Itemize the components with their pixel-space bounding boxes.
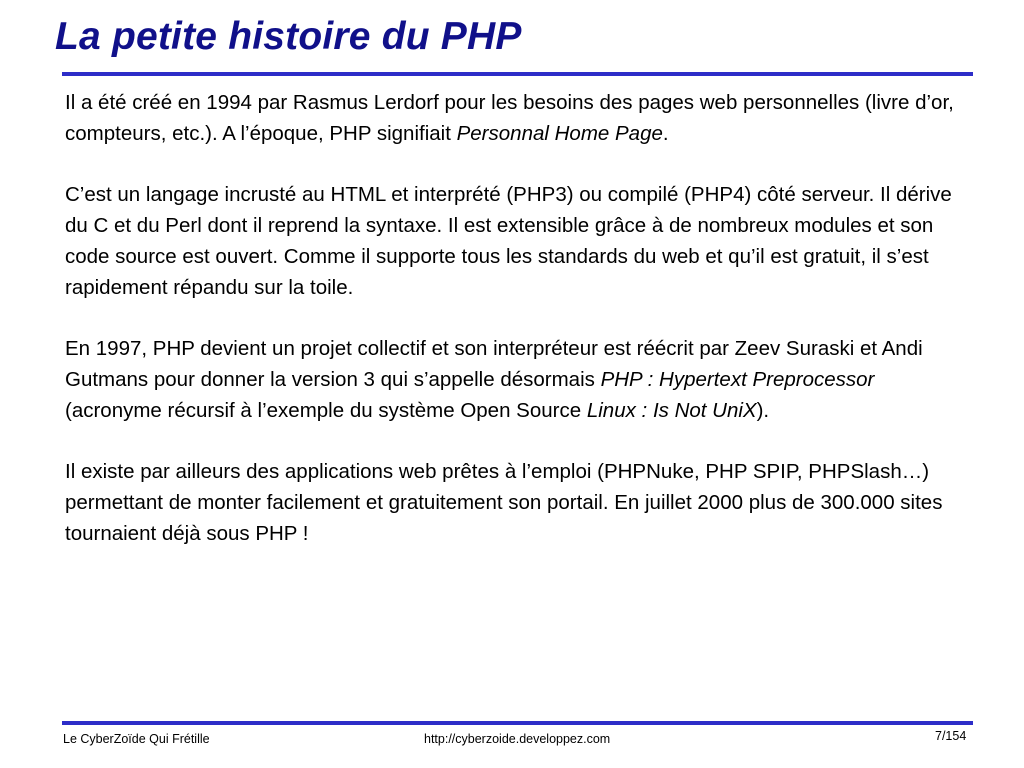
paragraph-text: En 1997, PHP devient un projet collectif et son interpréteur est réécrit par Zeev Suraski et Andi Gutmans pour donner la version 3 qui s’appelle désormais [65, 337, 923, 391]
paragraph-origin [65, 87, 975, 149]
paragraph-emphasis: Linux : Is Not UniX [586, 399, 757, 422]
paragraph-text: ). [756, 399, 770, 422]
slide-title: La petite histoire du PHP [55, 15, 522, 58]
paragraph-emphasis: Personnal Home Page [456, 122, 663, 145]
page-number: 7/154 [935, 729, 967, 743]
title-divider [62, 72, 973, 76]
paragraph-applications [65, 456, 975, 549]
slide-body [65, 87, 975, 579]
paragraph-text: (acronyme récursif à l’exemple du système Open Source [65, 399, 587, 422]
footer-author: Le CyberZoïde Qui Frétille [63, 732, 210, 746]
paragraph-language [65, 179, 975, 303]
paragraph-text: Il a été créé en 1994 par Rasmus Lerdorf pour les besoins des pages web personnelles (livre d’or, compteurs, etc.). A l’époque, PHP signifiait [65, 91, 954, 145]
paragraph-history-1997 [65, 333, 975, 426]
paragraph-text: C’est un langage incrusté au HTML et interprété (PHP3) ou compilé (PHP4) côté serveur. Il dérive du C et du Perl dont il reprend la syntaxe. Il est extensible grâce à de nombreux modules et son code source est ouvert. Comme il supporte tous les standards du web et qu’il est gratuit, il s’est rapidement répandu sur la toile. [65, 183, 952, 299]
paragraph-text: Il existe par ailleurs des applications web prêtes à l’emploi (PHPNuke, PHP SPIP, PHPSlash…) permettant de monter facilement et gratuitement son portail. En juillet 2000 plus de 300.000 sites tournaient déjà sous PHP ! [65, 460, 943, 545]
footer-url: http://cyberzoide.developpez.com [424, 732, 611, 746]
footer-divider [62, 721, 973, 725]
paragraph-text: . [662, 122, 669, 145]
paragraph-emphasis: PHP : Hypertext Preprocessor [600, 368, 875, 391]
